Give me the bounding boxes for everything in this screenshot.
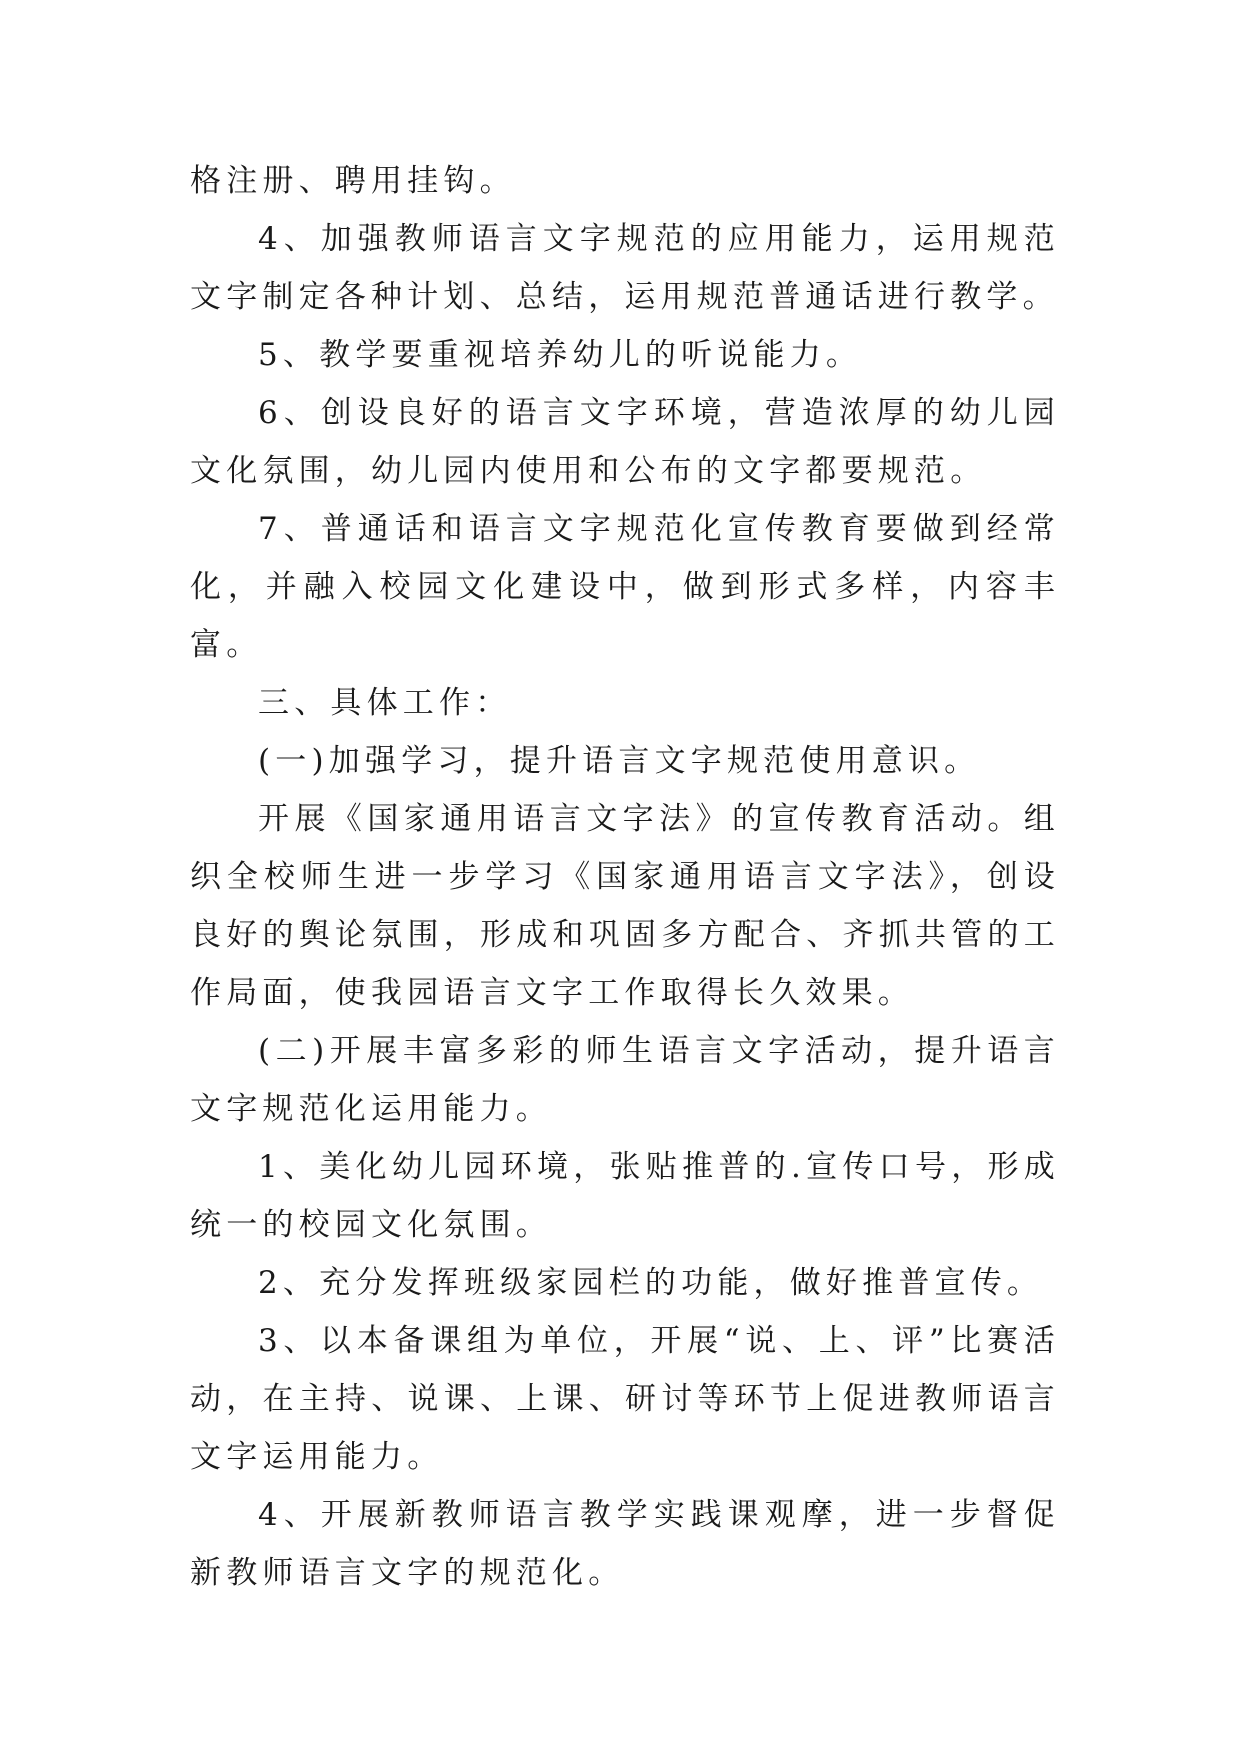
paragraph: 2、充分发挥班级家园栏的功能，做好推普宣传。 <box>258 1265 1044 1301</box>
section-heading: 三、具体工作： <box>258 685 512 721</box>
subsection-heading: (一)加强学习，提升语言文字规范使用意识。 <box>258 743 981 779</box>
subsection-heading: (二)开展丰富多彩的师生语言文字活动，提升语言文字规范化运用能力。 <box>190 1033 1060 1127</box>
paragraph: 格注册、聘用挂钩。 <box>190 163 516 199</box>
document-body <box>190 152 1060 1602</box>
paragraph: 3、以本备课组为单位，开展“说、上、评”比赛活动，在主持、说课、上课、研讨等环节上促进教师语言文字运用能力。 <box>190 1323 1060 1475</box>
paragraph: 7、普通话和语言文字规范化宣传教育要做到经常化，并融入校园文化建设中，做到形式多样，内容丰富。 <box>190 511 1060 663</box>
paragraph: 开展《国家通用语言文字法》的宣传教育活动。组织全校师生进一步学习《国家通用语言文字法》，创设良好的舆论氛围，形成和巩固多方配合、齐抓共管的工作局面，使我园语言文字工作取得长久效果。 <box>190 801 1060 1011</box>
paragraph: 6、创设良好的语言文字环境，营造浓厚的幼儿园文化氛围，幼儿园内使用和公布的文字都要规范。 <box>190 395 1060 489</box>
paragraph: 1、美化幼儿园环境，张贴推普的.宣传口号，形成统一的校园文化氛围。 <box>190 1149 1060 1243</box>
paragraph: 4、开展新教师语言教学实践课观摩，进一步督促新教师语言文字的规范化。 <box>190 1497 1060 1591</box>
paragraph: 5、教学要重视培养幼儿的听说能力。 <box>258 337 863 373</box>
paragraph: 4、加强教师语言文字规范的应用能力，运用规范文字制定各种计划、总结，运用规范普通话进行教学。 <box>190 221 1060 315</box>
